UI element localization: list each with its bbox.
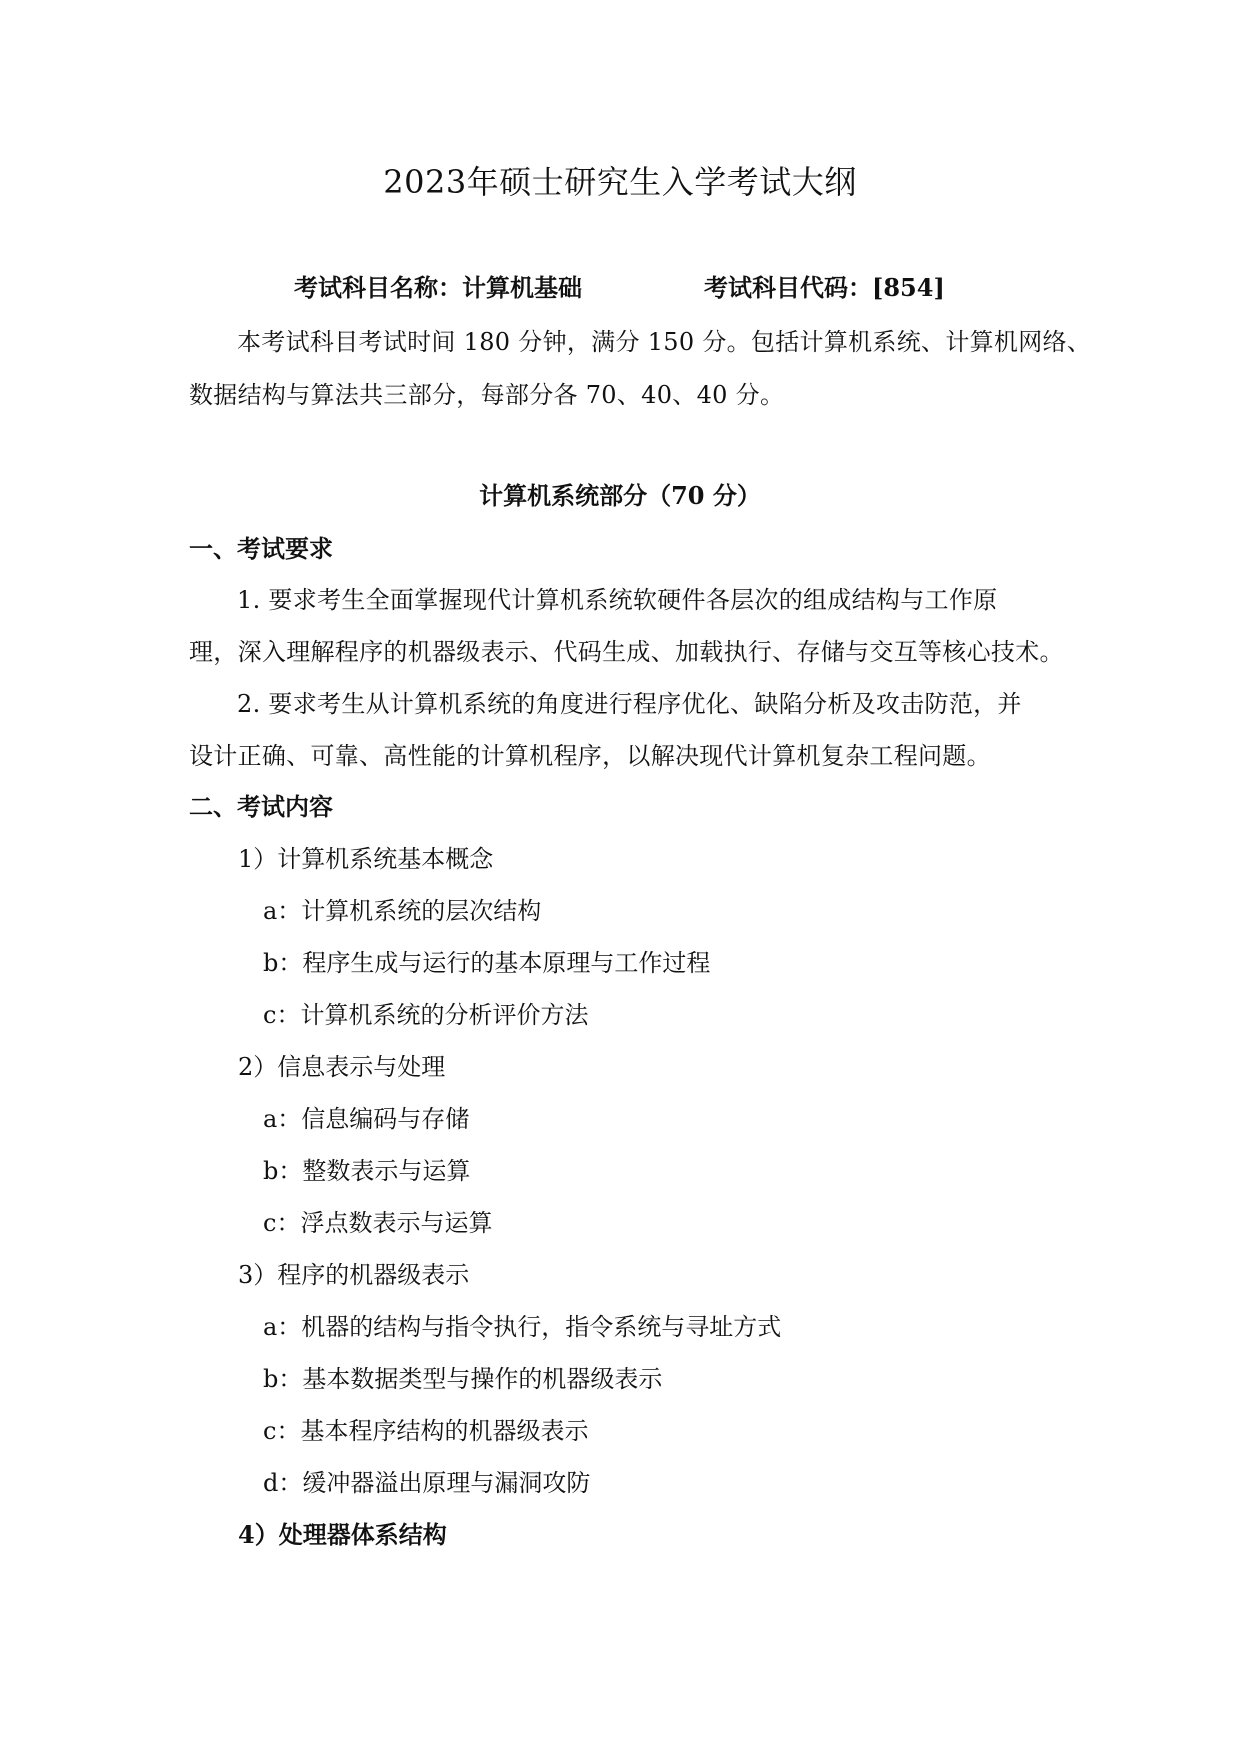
- requirement-1-line-2: 理，深入理解程序的机器级表示、代码生成、加载执行、存储与交互等核心技术。: [189, 638, 1064, 666]
- topic-item: b：程序生成与运行的基本原理与工作过程: [263, 949, 711, 977]
- requirement-2-line-2: 设计正确、可靠、高性能的计算机程序，以解决现代计算机复杂工程问题。: [189, 742, 991, 770]
- topic-item: c：基本程序结构的机器级表示: [263, 1417, 589, 1445]
- subject-code: 考试科目代码：[854]: [704, 273, 945, 302]
- topic-title: 3）程序的机器级表示: [238, 1261, 470, 1289]
- topic-title: 4）处理器体系结构: [238, 1520, 447, 1549]
- topic-item: c：浮点数表示与运算: [263, 1209, 493, 1237]
- content-heading: 二、考试内容: [189, 792, 333, 821]
- topic-item: a：机器的结构与指令执行，指令系统与寻址方式: [263, 1313, 782, 1341]
- topic-item: b：整数表示与运算: [263, 1157, 471, 1185]
- topic-title: 2）信息表示与处理: [238, 1053, 446, 1081]
- topic-item: b：基本数据类型与操作的机器级表示: [263, 1365, 663, 1393]
- topic-title: 1）计算机系统基本概念: [238, 845, 494, 873]
- topic-item: d：缓冲器溢出原理与漏洞攻防: [263, 1469, 591, 1497]
- topic-item: a：计算机系统的层次结构: [263, 897, 542, 925]
- requirements-heading: 一、考试要求: [189, 534, 333, 563]
- topic-item: a：信息编码与存储: [263, 1105, 470, 1133]
- topic-item: c：计算机系统的分析评价方法: [263, 1001, 589, 1029]
- requirement-2-line-1: 2. 要求考生从计算机系统的角度进行程序优化、缺陷分析及攻击防范，并: [237, 690, 1022, 718]
- document-title: 2023年硕士研究生入学考试大纲: [383, 163, 857, 201]
- intro-line-1: 本考试科目考试时间 180 分钟，满分 150 分。包括计算机系统、计算机网络、: [237, 328, 1092, 356]
- intro-line-2: 数据结构与算法共三部分，每部分各 70、40、40 分。: [189, 381, 785, 409]
- requirement-1-line-1: 1. 要求考生全面掌握现代计算机系统软硬件各层次的组成结构与工作原: [237, 586, 998, 614]
- subject-name: 考试科目名称：计算机基础: [294, 273, 582, 302]
- section-title: 计算机系统部分（70 分）: [479, 481, 761, 510]
